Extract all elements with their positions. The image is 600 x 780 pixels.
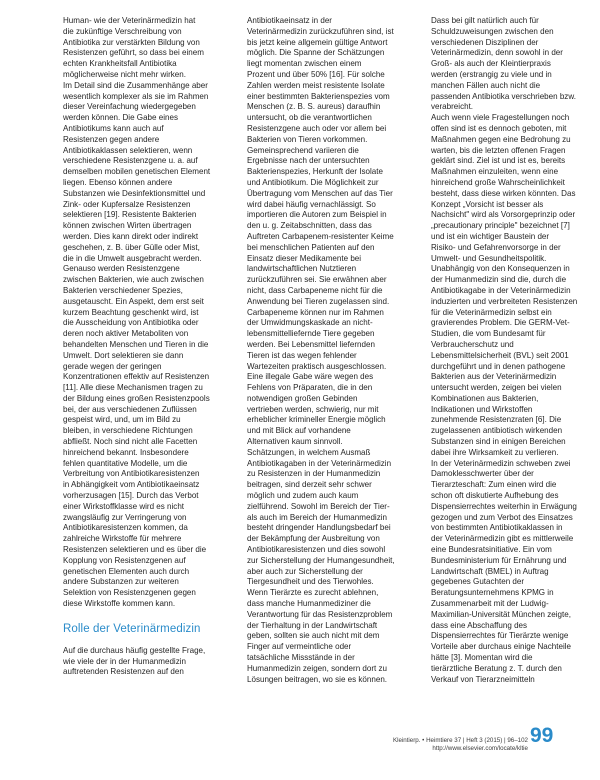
text-line: Auf die durchaus häufig gestellte Frage, <box>63 645 206 655</box>
text-line: Tierarzteschaft: Zum einen wird die <box>431 480 557 490</box>
text-line: Antibiotikaeinsatz in der <box>247 16 332 25</box>
text-line: zahlreiche Wirkstoffe für mehrere <box>63 534 182 544</box>
text-line: Bakterien verschiedener Spezies, <box>63 285 183 295</box>
text-line: schon oft diskutierte Aufhebung des <box>431 491 559 501</box>
text-line: gravierendes Problem. Die GERM-Vet- <box>431 318 570 328</box>
text-line: Veterinärmedizin, denn sowohl in der <box>431 48 563 58</box>
text-line: bis jetzt keine allgemein gültige Antwort <box>247 37 388 47</box>
text-line: Antibiotikaklassen selektieren, wenn <box>63 145 193 155</box>
text-line: bei, der aus verschiedenen Zuflüssen <box>63 404 197 414</box>
text-line: Humanmedizin zeigen, sondern dort zu <box>247 663 388 673</box>
text-line: Verkauf von Tierarzneimitteln <box>431 674 535 684</box>
text-line: Lebensmittelsicherheit (BVL) seit 2001 <box>431 350 569 360</box>
text-line: „precautionary principle" bezeichnet [7] <box>431 221 570 231</box>
text-line: importieren die Autoren zum Beispiel in <box>247 210 387 220</box>
text-line: zielführend. Sowohl im Bereich der Tier- <box>247 501 390 511</box>
text-line: Ergebnisse nach der untersuchten <box>247 156 370 166</box>
text-line: zwangsläufig zur Verringerung von <box>63 512 187 522</box>
text-line: Einsatz dieser Medikamente bei <box>247 253 362 263</box>
text-line: gezogen und zum Verbot des Einsatzes <box>431 512 573 522</box>
text-line: die in die Umwelt ausgebracht werden. <box>63 253 202 263</box>
text-line: Studien, die vom Bundesamt für <box>431 329 546 339</box>
text-line: hinreichend bekannt. Insbesondere <box>63 447 189 457</box>
text-line: der Humanmedizin sind die, durch die <box>431 275 567 285</box>
text-line: manchen Fällen auch nicht die <box>431 80 541 90</box>
text-line: Auch wenn viele Fragestellungen noch <box>431 113 570 123</box>
text-line: wie viele der in der Humanmedizin <box>63 656 186 666</box>
text-line: können zwischen Wirten übertragen <box>63 221 192 231</box>
text-line: dabei ihre Wirksamkeit zu verlieren. <box>431 447 559 457</box>
text-line: andere Substanzen zur weiteren <box>63 577 179 587</box>
text-line: bei menschlichen Patienten auf den <box>247 242 375 252</box>
text-line: diese Wirkstoffe kommen kann. <box>63 599 176 609</box>
text-line: Genauso werden Resistenzgene <box>63 264 180 274</box>
text-line: Schuldzuweisungen zwischen den <box>431 26 554 36</box>
text-line: Bakterien von Tieren vorkommen. <box>247 134 368 144</box>
text-line: für die Veterinärmedizin selbst ein <box>431 307 552 317</box>
text-line: beitragen, sind derzeit sehr schwer <box>247 480 372 490</box>
text-line: Bundesministerium für Ernährung und <box>431 555 567 565</box>
text-line: werden. Dies kann direkt oder indirekt <box>63 231 199 241</box>
text-line: und mit Blick auf vorhandene <box>247 426 351 436</box>
text-line: Zusammenarbeit mit der Ludwig- <box>431 599 549 609</box>
text-line: Selektion von Resistenzgenen gegen <box>63 588 196 598</box>
text-line: besteht, dass diese wirken könnten. Das <box>431 188 576 198</box>
text-line: Auftreten Carbapenem-resistenter Keime <box>247 231 394 241</box>
text-line: nicht, dass Carbapeneme nicht für die <box>247 285 383 295</box>
text-line: vertrieben werden, schwierig, nur mit <box>247 404 379 414</box>
text-line: verschiedenen Disziplinen der <box>431 37 539 47</box>
text-line: Substanzen sind in einigen Bereichen <box>431 437 566 447</box>
section-heading: Rolle der Veterinärmedizin <box>63 622 201 635</box>
text-line: Übertragung vom Menschen auf das Tier <box>247 188 393 198</box>
text-line: liegt momentan zwischen einem <box>247 59 362 69</box>
text-column-1 <box>63 16 234 678</box>
text-line: bleiben, in verschiedene Richtungen <box>63 426 193 436</box>
text-line: der Tierhaltung in der Landwirtschaft <box>247 620 378 630</box>
text-line: notwendigen großen Gebinden <box>247 393 358 403</box>
text-line: Maßnahmen einzuleiten, wenn eine <box>431 167 559 177</box>
text-line: Umwelt- und Gesundheitspolitik. <box>431 253 547 263</box>
text-line: Im Detail sind die Zusammenhänge aber <box>63 80 208 90</box>
text-column-2 <box>247 16 418 685</box>
text-line: dass manche Humanmediziner die <box>247 599 371 609</box>
text-line: den u. g. Zeitabschnitten, dass das <box>247 221 372 231</box>
text-line: Verbreitung von Antibiotikaresistenzen <box>63 469 200 479</box>
page-footer <box>368 737 528 754</box>
text-line: zur Sicherstellung der Humangesundheit, <box>247 555 395 565</box>
text-line: Resistenzen selektieren und es über die <box>63 545 207 555</box>
page-number: 99 <box>530 724 554 747</box>
text-line: der Umwidmungskaskade an nicht- <box>247 318 373 328</box>
text-line: Landwirtschaft (BMEL) in Auftrag <box>431 566 549 576</box>
text-line: Kopplung von Resistenzgenen auf <box>63 555 186 565</box>
text-line: gerade wegen der geringen <box>63 361 162 371</box>
text-line: Zahlen werden meist resistente Isolate <box>247 80 385 90</box>
text-line: Resistenzen geführt, so dass bei einem <box>63 48 204 58</box>
text-line: Verantwortung für das Resistenzproblem <box>247 609 393 619</box>
text-line: Schätzungen, in welchem Ausmaß <box>247 447 371 457</box>
text-line: Dispensierrechtes für Tierärzte wenige <box>431 631 569 641</box>
text-line: Lösungen beitragen, wo sie es können. <box>247 674 388 684</box>
text-line: Alternativen kaum sinnvoll. <box>247 437 343 447</box>
paragraph-antibiotic-resistance <box>63 16 234 610</box>
text-line: hinreichend große Wahrscheinlichkeit <box>431 177 565 187</box>
text-line: landwirtschaftlichen Nutztieren <box>247 264 357 274</box>
text-line: Verbraucherschutz und <box>431 339 514 349</box>
text-line: behandelten Menschen und Tieren in die <box>63 339 209 349</box>
text-line: aber auch zur Sicherstellung der <box>247 566 363 576</box>
text-line: Maßnahmen gegen eine Bedrohung zu <box>431 134 571 144</box>
text-line: Fehlens von Präparaten, die in den <box>247 383 373 393</box>
text-line: Prozent und über 50% [16]. Für solche <box>247 69 385 79</box>
text-line: liegen. Ebenso können andere <box>63 177 173 187</box>
text-line: Antibiotikaresistenzen und dies sowohl <box>247 545 386 555</box>
text-line: fehlen quantitative Modelle, um die <box>63 458 188 468</box>
text-line: möglich. Die Spanne der Schätzungen <box>247 48 385 58</box>
text-line: genetischen Elementen auch durch <box>63 566 190 576</box>
paragraph-veterinary-role <box>247 16 418 685</box>
text-line: Menschen (z. B. S. aureus) daraufhin <box>247 102 381 112</box>
text-line: tierärztliche Beratung z. T. durch den <box>431 663 562 673</box>
text-line: lebensmittelliefernde Tiere gegeben <box>247 329 375 339</box>
text-line: Substanzen wie Desinfektionsmittel und <box>63 188 206 198</box>
text-line: echten Krankheitsfall Antibiotika <box>63 59 177 69</box>
text-line: Resistenzgene auch oder vor allem bei <box>247 123 387 133</box>
text-line: Nachsicht" wird als Vorsorgeprinzip oder <box>431 210 576 220</box>
text-line: werden (erstrangig zu viele und in <box>431 69 552 79</box>
text-line: vorherzusagen [15]. Durch das Verbot <box>63 491 199 501</box>
text-line: offen sind ist es dennoch geboten, mit <box>431 123 567 133</box>
text-line: möglicherweise nicht mehr wirken. <box>63 69 186 79</box>
text-line: der Veterinärmedizin gibt es mittlerweile <box>431 534 574 544</box>
text-line: als auch im Bereich der Humanmedizin <box>247 512 387 522</box>
text-line: Dass bei gilt natürlich auch für <box>431 16 539 25</box>
text-line: deren noch aktiver Metaboliten von <box>63 329 189 339</box>
text-line: Veterinärmedizin zurückzuführen sind, ist <box>247 26 394 36</box>
text-line: Konzept „Vorsicht ist besser als <box>431 199 544 209</box>
text-line: besteht dringender Handlungsbedarf bei <box>247 523 391 533</box>
text-line: eine Bundesratsinitiative. Ein vom <box>431 545 552 555</box>
text-line: und ist ein wichtiger Baustein der <box>431 231 550 241</box>
text-line: Kombinationen aus Bakterien, <box>431 393 539 403</box>
text-line: Human- wie der Veterinärmedizin hat <box>63 16 196 25</box>
text-line: selektieren [19]. Resistente Bakterien <box>63 210 197 220</box>
text-line: möglich und zudem auch kaum <box>247 491 359 501</box>
text-line: Antibiotikaresistenzen kommen, da <box>63 523 188 533</box>
text-line: wesentlich komplexer als sie im Rahmen <box>63 91 209 101</box>
text-line: tatsächliche Missstände in der <box>247 653 355 663</box>
journal-url: http://www.elsevier.com/locate/kltie <box>432 745 528 753</box>
text-line: Resistenzen gegen andere <box>63 134 160 144</box>
text-line: untersucht werden, zeigen bei vielen <box>431 383 562 393</box>
paragraph-veterinary-role-start <box>63 646 234 678</box>
text-line: werden. Bei Lebensmittel liefernden <box>247 339 375 349</box>
text-line: Zink- oder Kupfersalze Resistenzen <box>63 199 191 209</box>
text-line: Antibiotikagaben in der Veterinärmedizin <box>247 458 392 468</box>
text-line: ausgetauscht. Ein Aspekt, dem erst seit <box>63 296 204 306</box>
text-line: Beratungsunternehmens KPMG in <box>431 588 554 598</box>
text-line: Damoklesschwerter über der <box>431 469 534 479</box>
text-line: gespeist wird, und, um im Bild zu <box>63 415 181 425</box>
text-line: warten, bis die letzten offenen Fragen <box>431 145 566 155</box>
text-line: dass eine Abschaffung des <box>431 620 528 630</box>
text-line: zu Resistenzen in der Humanmedizin <box>247 469 381 479</box>
text-line: Gemeinsprechend variieren die <box>247 145 359 155</box>
text-line: die Ausscheidung von Antibiotika oder <box>63 318 199 328</box>
text-line: Wenn Tierärzte es zurecht ablehnen, <box>247 588 379 598</box>
text-line: werden können. Die Gabe eines <box>63 113 178 123</box>
text-line: abfließt. Noch sind nicht alle Facetten <box>63 437 198 447</box>
text-line: verschiedene Resistenzgene u. a. auf <box>63 156 198 166</box>
text-line: erheblicher krimineller Energie möglich <box>247 415 386 425</box>
text-line: dieser Vereinfachung wiedergegeben <box>63 102 196 112</box>
text-line: Antibiotikums kann auch auf <box>63 123 164 133</box>
text-line: Umwelt. Dort selektieren sie dann <box>63 350 184 360</box>
text-line: Antibiotikagabe in der Veterinärmedizin <box>431 285 571 295</box>
text-line: Maximilian-Universität München zeigte, <box>431 609 571 619</box>
text-line: Bakterien aus der Veterinärmedizin <box>431 372 557 382</box>
journal-citation: Kleintierp. • Heimtiere 37 | Heft 3 (2015) | 96–102 <box>392 737 528 744</box>
text-line: in Abhängigkeit vom Antibiotikaeinsatz <box>63 480 200 490</box>
text-line: die zukünftige Verschreibung von <box>63 26 182 36</box>
text-line: durchgeführt und in denen pathogene <box>431 361 566 371</box>
text-line: Unabhängig von den Konsequenzen in <box>431 264 570 274</box>
text-line: zwischen Bakterien, wie auch zwischen <box>63 275 204 285</box>
paragraph-precaution-principle <box>431 16 600 685</box>
text-line: Risiko- und Gefahrenvorsorge in der <box>431 242 561 252</box>
text-line: geschehen, z. B. über Gülle oder Mist, <box>63 242 200 252</box>
text-line: Tiergesundheit und des Tierwohles. <box>247 577 374 587</box>
text-line: Anwendung bei Tieren zugelassen sind. <box>247 296 390 306</box>
text-line: auftretenden Resistenzen auf den <box>63 667 184 677</box>
text-line: passenden Antibiotika verschrieben bzw. <box>431 91 576 101</box>
text-line: geben, sollten sie auch nicht mit dem <box>247 631 380 641</box>
text-line: Vorteile aber durchaus einige Nachteile <box>431 642 572 652</box>
text-line: Tieren ist das wegen fehlender <box>247 350 357 360</box>
text-line: Finger auf vermeintliche oder <box>247 642 352 652</box>
text-line: zugelassenen antibiotisch wirkenden <box>431 426 563 436</box>
text-line: der Bekämpfung der Ausbreitung von <box>247 534 380 544</box>
text-line: geklärt sind. Ziel ist und ist es, bereits <box>431 156 566 166</box>
text-line: Antibiotika zur verstärkten Bildung von <box>63 37 200 47</box>
text-line: untersucht, ob die verantwortlichen <box>247 113 372 123</box>
text-line: verabreicht. <box>431 102 474 112</box>
text-line: Carbapeneme können nur im Rahmen <box>247 307 384 317</box>
text-line: In der Veterinärmedizin schweben zwei <box>431 458 571 468</box>
text-line: der Bildung eines großen Resistenzpools <box>63 393 210 403</box>
text-line: demselben mobilen genetischen Element <box>63 167 211 177</box>
text-line: zurückzuführen sei. Sie erwähnen aber <box>247 275 387 285</box>
text-line: Konzentrationen effektiv auf Resistenzen <box>63 372 210 382</box>
text-line: und Antibiotikum. Die Möglichkeit zur <box>247 177 379 187</box>
text-line: Indikationen und Wirkstoffen <box>431 404 533 414</box>
text-line: [11]. Alle diese Mechanismen tragen zu <box>63 383 203 393</box>
text-line: gegebenes Gutachten der <box>431 577 525 587</box>
text-line: Wartezeiten praktisch ausgeschlossen. <box>247 361 387 371</box>
text-line: zunehmende Resistenzraten [6]. Die <box>431 415 562 425</box>
text-line: induzierten und verbreiteten Resistenzen <box>431 296 578 306</box>
text-line: wird dabei häufig vernachlässigt. So <box>247 199 376 209</box>
text-line: einer Wirkstoffklasse wird es nicht <box>63 501 185 511</box>
text-line: hätte [3]. Momentan wird die <box>431 653 533 663</box>
text-line: kurzem Beachtung geschenkt wird, ist <box>63 307 199 317</box>
text-column-3 <box>431 16 600 685</box>
text-line: einer bestimmten Bakterienspezies vom <box>247 91 390 101</box>
text-line: Eine illegale Gabe wäre wegen des <box>247 372 374 382</box>
text-line: Bakterienspezies, Herkunft der Isolate <box>247 167 383 177</box>
text-line: von bestimmten Antibiotikaklassen in <box>431 523 563 533</box>
text-line: Groß- als auch der Kleintierpraxis <box>431 59 551 69</box>
text-line: Dispensierrechtes weiterhin in Erwägung <box>431 501 577 511</box>
